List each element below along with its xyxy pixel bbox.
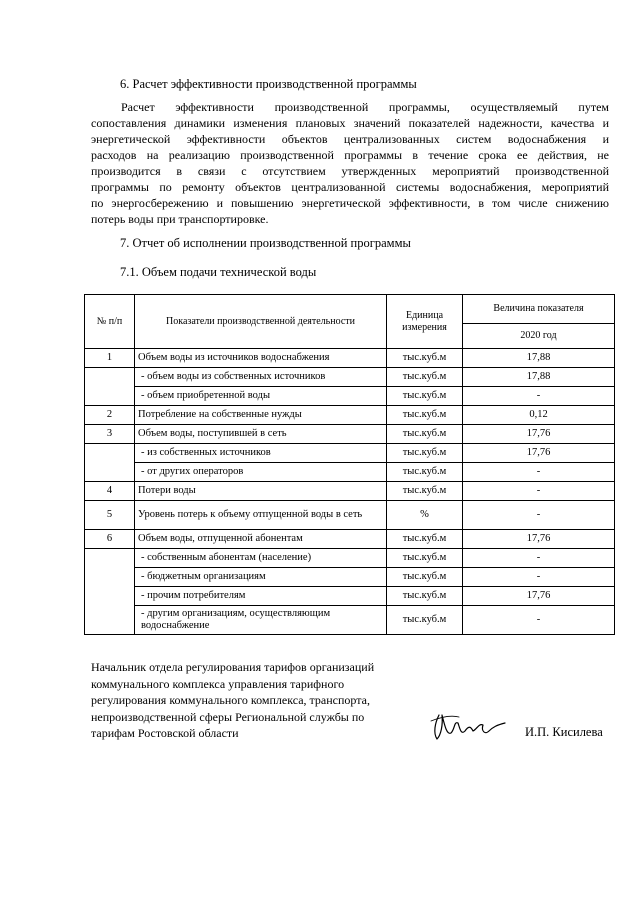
row-unit: тыс.куб.м [387,482,463,501]
row-num [85,444,135,482]
row-name: - прочим потребителям [135,587,387,606]
row-unit: тыс.куб.м [387,549,463,568]
row-unit: тыс.куб.м [387,530,463,549]
row-name: - объем приобретенной воды [135,387,387,406]
row-name: Объем воды, отпущенной абонентам [135,530,387,549]
row-name: Потери воды [135,482,387,501]
header-unit-line2: измерения [402,321,447,333]
table-row [85,368,615,387]
row-name: - из собственных источников [135,444,387,463]
row-value: 17,88 [463,349,615,368]
row-unit: тыс.куб.м [387,368,463,387]
row-num: 4 [85,482,135,501]
table-row [85,530,615,549]
row-name: Объем воды, поступившей в сеть [135,425,387,444]
row-name: - от других операторов [135,463,387,482]
header-num: № п/п [85,295,135,349]
paragraph-line: Расчет эффективности производственной программы, осуществляемый путем [121,100,609,114]
row-value: 17,76 [463,425,615,444]
row-value: 17,76 [463,444,615,463]
row-value: - [463,568,615,587]
row-num: 2 [85,406,135,425]
row-name: Уровень потерь к объему отпущенной воды в сеть [135,501,387,530]
position-line: Начальник отдела регулирования тарифов организаций [91,660,375,674]
paragraph-line: сопоставления динамики изменения плановых значений показателей надежности, качества и [91,116,609,130]
header-value-group: Величина показателя [463,295,615,324]
row-unit: тыс.куб.м [387,425,463,444]
signatory-position [91,659,411,742]
row-num: 5 [85,501,135,530]
row-value: 0,12 [463,406,615,425]
row-unit: тыс.куб.м [387,406,463,425]
section-6-paragraph [91,99,609,227]
table-row [85,568,615,587]
header-indicator: Показатели производственной деятельности [135,295,387,349]
paragraph-line: по энергосбережению и повышению энергетической эффективности, в том числе снижению [91,196,609,210]
handwritten-signature [425,705,515,745]
row-num [85,549,135,635]
position-line: регулирования коммунального комплекса, транспорта, [91,693,370,707]
row-num: 6 [85,530,135,549]
table-row [85,587,615,606]
table-row [85,425,615,444]
row-unit: % [387,501,463,530]
row-num: 1 [85,349,135,368]
row-unit: тыс.куб.м [387,568,463,587]
row-value: 17,76 [463,587,615,606]
row-name: Потребление на собственные нужды [135,406,387,425]
table-row [85,406,615,425]
row-num [85,368,135,406]
row-unit: тыс.куб.м [387,387,463,406]
row-name: - бюджетным организациям [135,568,387,587]
row-value: - [463,501,615,530]
paragraph-line: энергетической эффективности объектов централизованных систем водоснабжения и [91,132,609,146]
row-value: - [463,549,615,568]
row-value: 17,76 [463,530,615,549]
row-name: Объем воды из источников водоснабжения [135,349,387,368]
table-row [85,501,615,530]
header-unit [387,295,463,349]
row-unit: тыс.куб.м [387,587,463,606]
position-line: коммунального комплекса управления тарифного [91,676,345,691]
table-row [85,444,615,463]
table-header-row [85,295,615,324]
table-row [85,463,615,482]
table-row [85,387,615,406]
row-value: - [463,463,615,482]
header-year: 2020 год [463,324,615,349]
section-6-title: 6. Расчет эффективности производственной программы [120,77,417,91]
table-row [85,606,615,635]
row-unit: тыс.куб.м [387,463,463,482]
row-unit: тыс.куб.м [387,444,463,463]
row-value: - [463,606,615,635]
position-line: тарифам Ростовской области [91,726,239,740]
paragraph-line: производится в связи с отсутствием утвержденных мероприятий производственной [91,164,609,178]
row-name: - другим организациям, осуществляющим водоснабжение [135,606,387,635]
position-line: непроизводственной сферы Региональной службы по [91,709,365,724]
table-row [85,549,615,568]
row-value: 17,88 [463,368,615,387]
row-name: - собственным абонентам (население) [135,549,387,568]
table-row [85,482,615,501]
header-unit-line1: Единица [405,309,444,321]
row-value: - [463,482,615,501]
table-row [85,349,615,368]
water-supply-table [84,294,615,635]
row-num: 3 [85,425,135,444]
row-value: - [463,387,615,406]
row-unit: тыс.куб.м [387,349,463,368]
paragraph-line: программы по ремонту объектов централизованной системы водоснабжения, мероприятий [91,180,609,194]
row-name: - объем воды из собственных источников [135,368,387,387]
row-unit: тыс.куб.м [387,606,463,635]
signer-name: И.П. Кисилева [525,725,603,739]
section-7-title: 7. Отчет об исполнении производственной программы [120,236,411,250]
paragraph-line: потерь воды при транспортировке. [91,212,269,226]
section-7-1-title: 7.1. Объем подачи технической воды [120,265,317,279]
paragraph-line: расходов на реализацию производственной программы в течение срока ее действия, не [91,148,609,162]
